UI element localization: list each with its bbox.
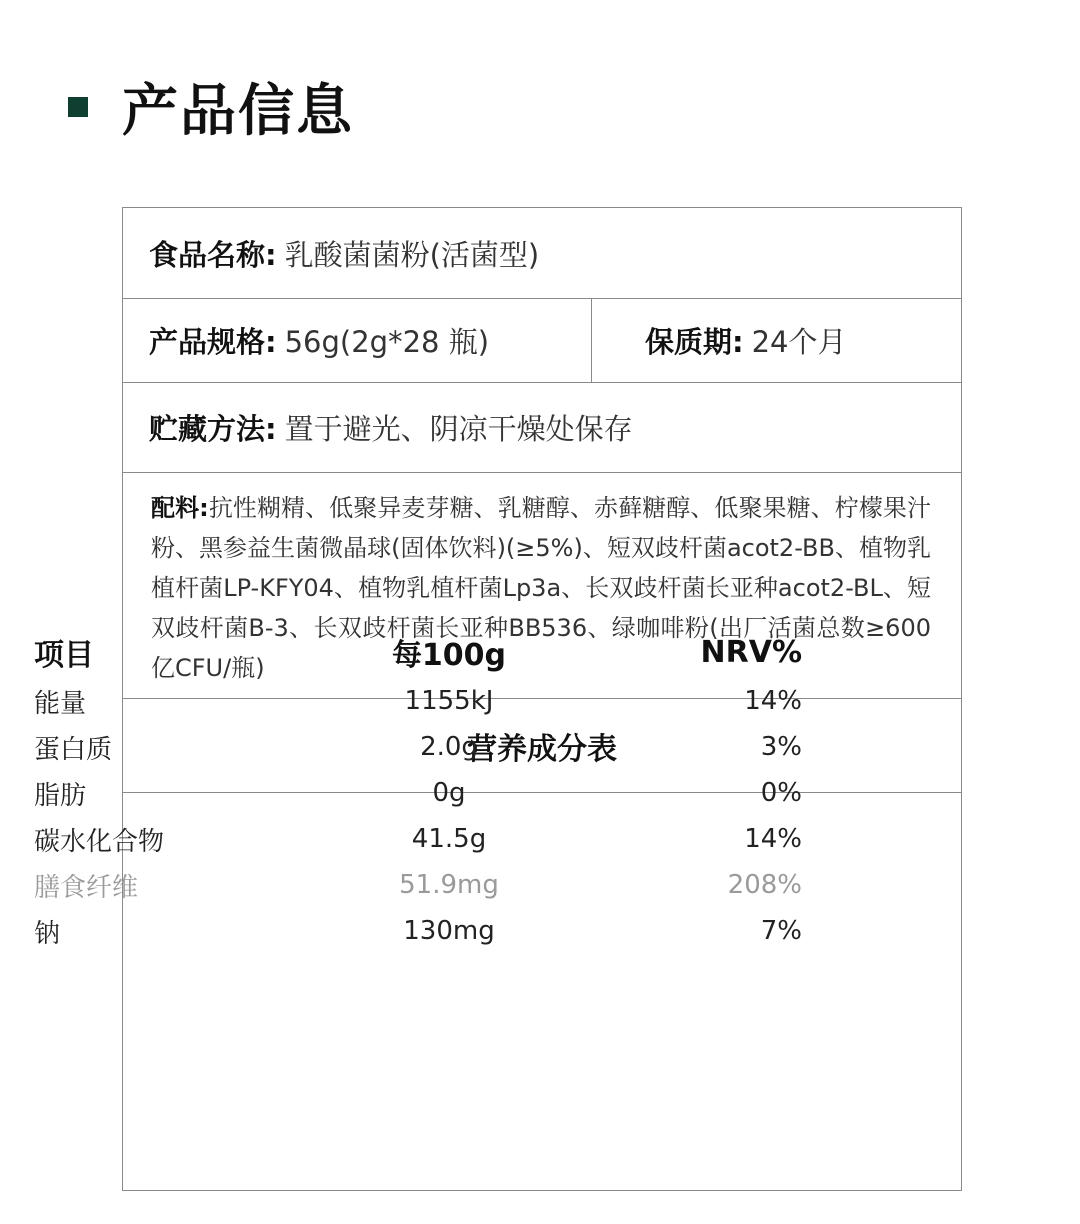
table-row [34,770,802,816]
ingredients-value: 抗性糊精、低聚异麦芽糖、乳糖醇、赤藓糖醇、低聚果糖、柠檬果汁粉、黑参益生菌微晶球(固体饮料)(≥5%)、短双歧杆菌acot2-BB、植物乳植杆菌LP-KFY04、植物乳植杆菌Lp3a、长双歧杆菌长亚种acot2-BL、短双歧杆菌B-3、长双歧杆菌长亚种BB536、绿咖啡粉(出厂活菌总数≥600亿CFU/瓶) [151,494,931,682]
nutrient-nrv: 3% [760,732,802,762]
nutrient-amount: 130mg [403,916,495,946]
nutrient-nrv: 0% [760,778,802,808]
storage-label: 贮藏方法: [149,412,277,446]
page-header [68,72,354,142]
nutrient-name: 钠 [34,918,61,949]
nutrition-title: 营养成分表 [467,731,617,767]
table-row [34,816,802,862]
spec-label: 产品规格: [149,325,277,359]
nutrition-table [34,626,802,954]
ingredients-label: 配料: [151,494,209,522]
nutrient-amount: 0g [432,778,466,808]
nutrient-amount: 51.9mg [399,870,499,900]
table-row [34,678,802,724]
spec-value: 56g(2g*28 瓶) [284,325,490,359]
header-item: 项目 [34,638,94,673]
shelf-life-label: 保质期: [645,325,744,359]
nutrient-amount: 41.5g [411,824,487,854]
nutrient-nrv: 208% [727,870,802,900]
nutrient-nrv: 7% [760,916,802,946]
table-row [34,862,802,908]
title-marker [68,97,88,117]
table-row [34,908,802,954]
food-name-row [123,208,961,299]
food-name-label: 食品名称: [149,238,277,272]
spec-divider [591,298,592,382]
nutrient-name: 脂肪 [34,780,87,811]
header-per-100g: 每100g [391,638,507,673]
header-nrv: NRV% [700,634,802,670]
nutrient-nrv: 14% [744,824,802,854]
storage-row [123,382,961,473]
food-name-value: 乳酸菌菌粉(活菌型) [284,238,540,272]
spec-row [123,298,961,383]
shelf-life-value: 24个月 [751,325,847,359]
nutrient-name: 能量 [34,688,87,719]
storage-value: 置于避光、阴凉干燥处保存 [284,412,633,446]
page-title: 产品信息 [122,79,354,144]
nutrient-amount: 2.0g [420,732,478,762]
table-row [34,724,802,770]
nutrient-name: 碳水化合物 [34,826,165,857]
nutrient-amount: 1155kJ [404,686,494,716]
nutrient-nrv: 14% [744,686,802,716]
nutrient-name: 蛋白质 [34,734,113,765]
nutrition-header-row [34,626,802,678]
nutrient-name: 膳食纤维 [34,872,139,903]
